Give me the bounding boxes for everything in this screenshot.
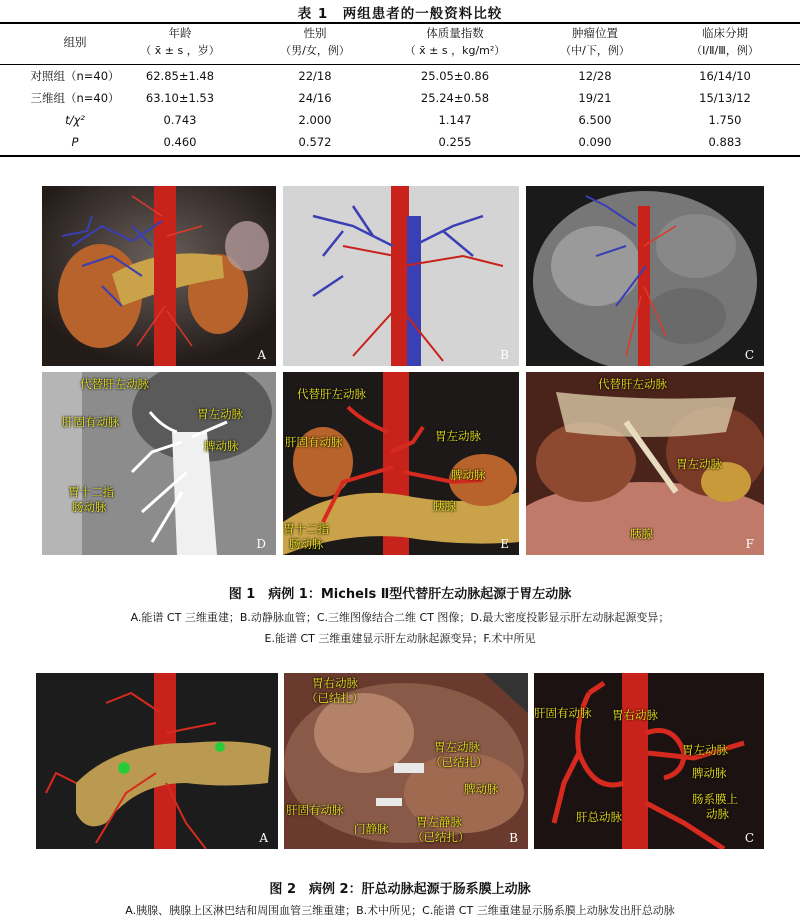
table-cell-group: 三维组（n=40） <box>30 91 120 105</box>
table-header-sex-unit: （男/女，例） <box>280 44 350 57</box>
figure1-caption-line1: A.能谱 CT 三维重建；B.动静脉血管；C.三维图像结合二维 CT 图像；D.最大密度投影显示肝左动脉起源变异； <box>130 611 670 624</box>
panel-label: D <box>256 537 266 551</box>
figure2-panel-a <box>36 673 278 849</box>
table-cell-stage: 16/14/10 <box>699 69 751 83</box>
figure2-panel-b <box>284 673 528 849</box>
annotation-left-gastric-artery: 胃左动脉 <box>434 740 480 754</box>
annotation-replaced-left-hepatic-artery: 代替肝左动脉 <box>297 387 366 401</box>
annotation-proper-hepatic-artery: 肝固有动脉 <box>534 706 592 720</box>
table-header-stage: 临床分期 <box>702 26 748 40</box>
annotation-splenic-artery: 脾动脉 <box>451 468 486 482</box>
annotation-replaced-left-hepatic-artery: 代替肝左动脉 <box>80 377 149 391</box>
annotation-superior-mesenteric-artery-line1: 肠系膜上 <box>692 792 738 806</box>
annotation-splenic-artery: 脾动脉 <box>464 782 499 796</box>
mip-image <box>42 372 276 555</box>
3d-reconstruction-image <box>42 186 276 366</box>
figure2-title: 图 2 病例 2：肝总动脉起源于肠系膜上动脉 <box>269 882 531 897</box>
table-cell-sex: 2.000 <box>298 113 332 127</box>
panel-label: F <box>745 537 754 551</box>
table-cell-tumor-site: 6.500 <box>578 113 612 127</box>
table-cell-age: 62.85±1.48 <box>145 69 215 83</box>
table-header-age-unit: （ x̄ ± s ，岁） <box>140 44 220 57</box>
panel-label: A <box>257 348 266 362</box>
table-header-bmi: 体质量指数 <box>426 26 484 40</box>
table-header-sex: 性别 <box>303 26 327 40</box>
annotation-gastroduodenal-artery-line2: 肠动脉 <box>289 537 324 551</box>
annotation-pancreas: 胰腺 <box>630 527 653 541</box>
3d-arterial-rendering <box>534 673 764 849</box>
figure1-panel-b <box>283 186 519 366</box>
panel-label: A <box>259 831 268 845</box>
figure2-panel-c <box>534 673 764 849</box>
table-cell-statistic: t/χ² <box>65 113 85 127</box>
annotation-proper-hepatic-artery: 肝固有动脉 <box>285 435 343 449</box>
annotation-proper-hepatic-artery: 肝固有动脉 <box>286 803 344 817</box>
annotation-left-gastric-artery: 胃左动脉 <box>197 407 243 421</box>
annotation-left-gastric-vein: 胃左静脉 <box>416 815 462 829</box>
panel-label: B <box>509 831 518 845</box>
annotation-right-gastric-artery: 胃右动脉 <box>612 708 658 722</box>
table-cell-group: 对照组（n=40） <box>30 69 120 83</box>
figure1-caption-line2: E.能谱 CT 三维重建显示肝左动脉起源变异；F.术中所见 <box>264 632 536 645</box>
table-cell-age: 63.10±1.53 <box>145 91 215 105</box>
panel-label: E <box>500 537 509 551</box>
annotation-right-gastric-artery: 胃右动脉 <box>312 676 358 690</box>
table-cell-sex: 0.572 <box>298 135 332 149</box>
table-header-bmi-unit: （ x̄ ± s ，kg/m²） <box>404 44 506 57</box>
annotation-splenic-artery: 脾动脉 <box>692 766 727 780</box>
table-header-stage-unit: （Ⅰ/Ⅱ/Ⅲ，例） <box>691 44 759 57</box>
figure1-panel-f <box>526 372 764 555</box>
figure2-caption-line1: A.胰腺、胰腺上区淋巴结和周围血管三维重建；B.术中所见；C.能谱 CT 三维重建显示肠系膜上动脉发出肝总动脉 <box>125 904 675 917</box>
table-cell-tumor-site: 12/28 <box>578 69 612 83</box>
table-cell-age: 0.460 <box>163 135 197 149</box>
annotation-left-gastric-artery: 胃左动脉 <box>676 457 722 471</box>
table-header-tumor-site-unit: （中/下，例） <box>560 44 630 57</box>
annotation-portal-vein: 门静脉 <box>354 822 389 836</box>
annotation-left-gastric-artery: 胃左动脉 <box>435 429 481 443</box>
table-cell-tumor-site: 19/21 <box>578 91 612 105</box>
table-cell-stage: 0.883 <box>708 135 742 149</box>
table-bottom-rule <box>0 155 800 157</box>
annotation-superior-mesenteric-artery-line2: 动脉 <box>706 807 729 821</box>
panel-label: B <box>500 348 509 362</box>
table-cell-age: 0.743 <box>163 113 197 127</box>
table-cell-stage: 1.750 <box>708 113 742 127</box>
annotation-gastroduodenal-artery-line1: 胃十二指 <box>68 485 114 499</box>
table-cell-p-label: P <box>71 135 79 149</box>
table-cell-bmi: 0.255 <box>438 135 472 149</box>
figure1-panel-a <box>42 186 276 366</box>
annotation-replaced-left-hepatic-artery: 代替肝左动脉 <box>598 377 667 391</box>
figure1-title: 图 1 病例 1：Michels Ⅱ型代替肝左动脉起源于胃左动脉 <box>228 587 572 602</box>
table-header-tumor-site: 肿瘤位置 <box>572 26 618 40</box>
annotation-ligated: （已结扎） <box>412 830 470 844</box>
annotation-gastroduodenal-artery-line1: 胃十二指 <box>283 522 329 536</box>
table-cell-stage: 15/13/12 <box>699 91 751 105</box>
annotation-gastroduodenal-artery-line2: 肠动脉 <box>72 500 107 514</box>
annotation-proper-hepatic-artery: 肝固有动脉 <box>62 415 120 429</box>
annotation-ligated: （已结扎） <box>306 691 364 705</box>
annotation-common-hepatic-artery: 肝总动脉 <box>576 810 622 824</box>
annotation-pancreas: 胰腺 <box>433 499 456 513</box>
table-title: 表 1 两组患者的一般资料比较 <box>297 6 503 22</box>
panel-label: C <box>744 348 754 362</box>
table-cell-bmi: 25.05±0.86 <box>420 69 490 83</box>
table-cell-sex: 22/18 <box>298 69 332 83</box>
figure1-panel-c <box>526 186 764 366</box>
table-cell-bmi: 25.24±0.58 <box>420 91 490 105</box>
3d-pancreas-reconstruction <box>36 673 278 849</box>
table-cell-tumor-site: 0.090 <box>578 135 612 149</box>
table-cell-sex: 24/16 <box>298 91 332 105</box>
table-cell-bmi: 1.147 <box>438 113 472 127</box>
annotation-ligated: （已结扎） <box>430 755 488 769</box>
figure1-panel-e <box>283 372 519 555</box>
panel-label: C <box>744 831 754 845</box>
table-top-rule <box>0 22 800 24</box>
ct-overlay-image <box>526 186 764 366</box>
table-header-rule <box>0 64 800 65</box>
table-header-age: 年龄 <box>168 26 192 40</box>
vessel-image <box>283 186 519 366</box>
figure1-panel-d <box>42 372 276 555</box>
annotation-splenic-artery: 脾动脉 <box>204 439 239 453</box>
annotation-left-gastric-artery: 胃左动脉 <box>682 743 728 757</box>
table-header-group: 组别 <box>63 35 87 49</box>
